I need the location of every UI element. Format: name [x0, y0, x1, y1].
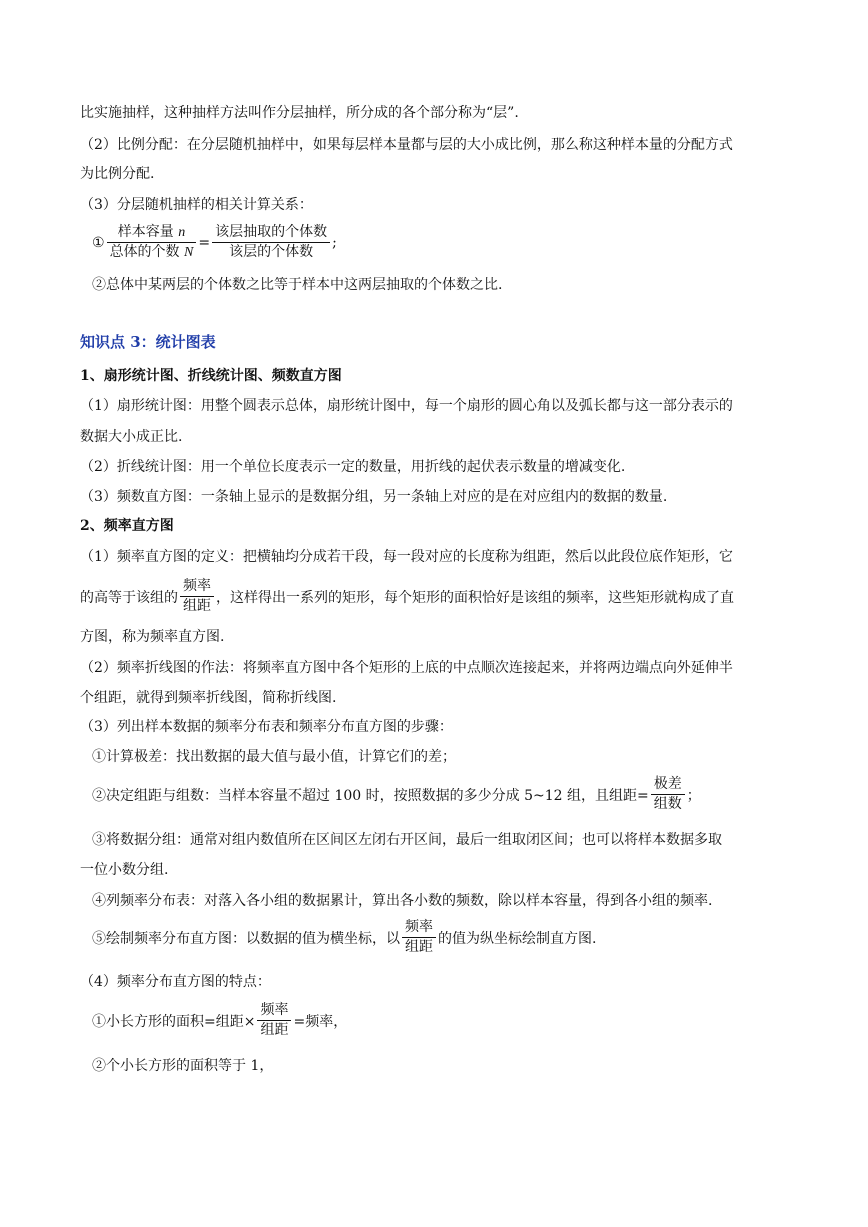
paragraph-line: （3）分层随机抽样的相关计算关系： [80, 197, 313, 213]
fraction: $\frac{\text{极差}}{\text{组数}}$ [651, 776, 685, 813]
paragraph-line: 比实施抽样，这种抽样方法叫作分层抽样，所分成的各个部分称为“层”. [80, 105, 519, 121]
step-line: ③将数据分组：通常对组内数值所在区间区左闭右开区间，最后一组取闭区间；也可以将样本数据多取 [92, 832, 722, 848]
paragraph-line: 为比例分配. [80, 166, 155, 182]
paragraph-line: （2）比例分配：在分层随机抽样中，如果每层样本量都与层的大小成比例，那么称这种样本量的分配方式 [80, 137, 733, 153]
feature-line-with-fraction: ①小长方形的面积=组距× $\frac{\text{频率}}{\text{组距}}$ =频率， [92, 1002, 348, 1038]
step-line-with-fraction: ②决定组距与组数：当样本容量不超过 100 时，按照数据的多少分成 5~12 组，且组距= $\frac{\text{极差}}{\text{组数}}$ ； [92, 776, 701, 812]
paragraph-line: （4）频率分布直方图的特点： [80, 974, 271, 990]
subsection-heading: 2、频率直方图 [80, 518, 174, 534]
paragraph-line: 数据大小成正比. [80, 429, 183, 445]
fraction: $\frac{\text{样本容量 n}}{\text{总体的个数 N}}$ [107, 224, 197, 261]
formula-ratio: ① $\frac{\text{样本容量 n}}{\text{总体的个数 N}}$ = $\frac{\text{该层抽取的个体数}}{\text{该层的个体数}}$ ; [92, 224, 337, 260]
step-line: ④列频率分布表：对落入各小组的数据累计，算出各小数的频数，除以样本容量，得到各小组的频率. [92, 893, 713, 909]
paragraph-line-with-fraction: 的高等于该组的 $\frac{\text{频率}}{\text{组距}}$ ，这样得出一系列的矩形，每个矩形的面积恰好是该组的频率，这些矩形就构成了直 [80, 578, 734, 614]
paragraph-line: （2）频率折线图的作法：将频率直方图中各个矩形的上底的中点顺次连接起来，并将两边端点向外延伸半 [80, 660, 733, 676]
fraction: $\frac{\text{频率}}{\text{组距}}$ [402, 919, 436, 956]
subsection-heading: 1、扇形统计图、折线统计图、频数直方图 [80, 368, 342, 384]
paragraph-line: （2）折线统计图：用一个单位长度表示一定的数量，用折线的起伏表示数量的增减变化. [80, 459, 626, 475]
fraction: $\frac{\text{频率}}{\text{组距}}$ [180, 578, 214, 615]
formula-marker: ① [92, 234, 105, 251]
paragraph-line: 个组距，就得到频率折线图，简称折线图. [80, 690, 337, 706]
paragraph-line: （3）频数直方图：一条轴上显示的是数据分组，另一条轴上对应的是在对应组内的数据的数量. [80, 489, 668, 505]
paragraph-line: （1）扇形统计图：用整个圆表示总体，扇形统计图中，每一个扇形的圆心角以及弧长都与这一部分表示的 [80, 398, 733, 414]
fraction: $\frac{\text{该层抽取的个体数}}{\text{该层的个体数}}$ [212, 224, 330, 261]
step-line-with-fraction: ⑤绘制频率分布直方图：以数据的值为横坐标，以 $\frac{\text{频率}}{\text{组距}}$ 的值为纵坐标绘制直方图. [92, 919, 597, 955]
paragraph-line: （3）列出样本数据的频率分布表和频率分布直方图的步骤： [80, 719, 453, 735]
equals-sign: = [198, 234, 211, 251]
feature-line: ②个小长方形的面积等于 1， [92, 1058, 274, 1074]
paragraph-line: 方图，称为频率直方图. [80, 629, 225, 645]
paragraph-line: ②总体中某两层的个体数之比等于样本中这两层抽取的个体数之比. [92, 277, 503, 293]
step-line: 一位小数分组. [80, 862, 169, 878]
step-line: ①计算极差：找出数据的最大值与最小值，计算它们的差； [92, 749, 456, 765]
paragraph-line: （1）频率直方图的定义：把横轴均分成若干段，每一段对应的长度称为组距，然后以此段位底作矩形，它 [80, 549, 733, 565]
fraction: $\frac{\text{频率}}{\text{组距}}$ [257, 1002, 291, 1039]
section-heading: 知识点 3：统计图表 [80, 333, 216, 351]
